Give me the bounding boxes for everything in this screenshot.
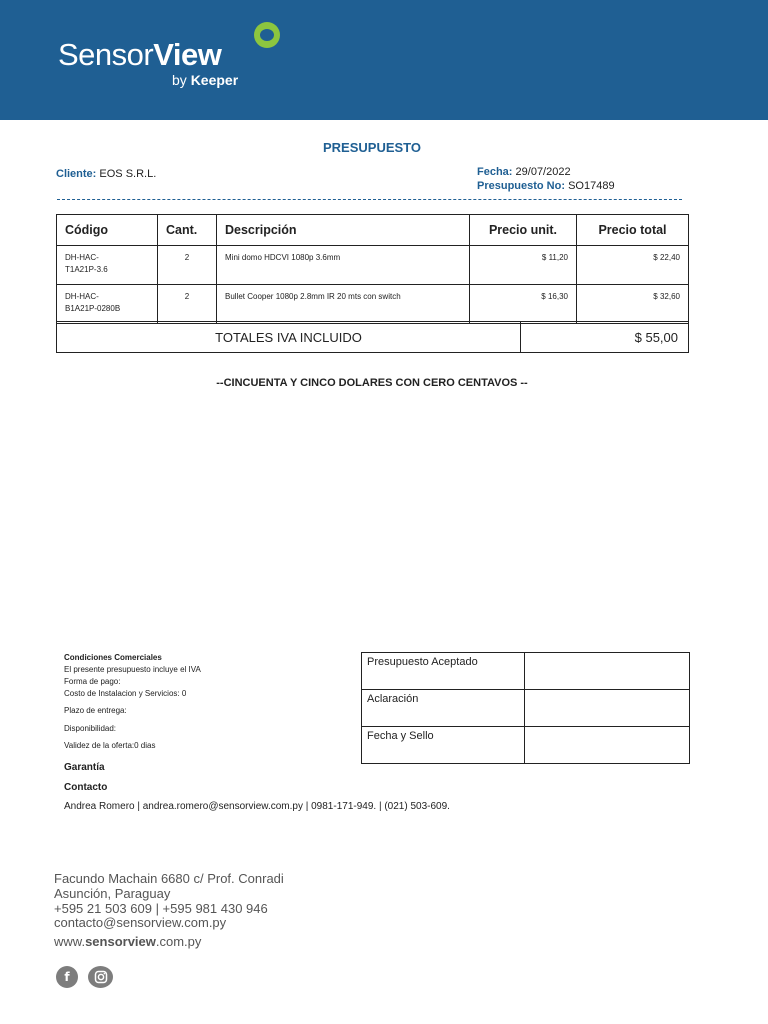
web-suffix: .com.py <box>155 934 202 949</box>
condition-line: El presente presupuesto incluye el IVA <box>64 665 201 674</box>
fecha-value: 29/07/2022 <box>515 166 571 178</box>
header-precio-unit: Precio unit. <box>470 215 577 246</box>
code-part-1: DH-HAC- <box>65 292 99 301</box>
sensorview-logo <box>58 37 239 88</box>
amount-in-words: --CINCUENTA Y CINCO DOLARES CON CERO CENTAVOS -- <box>216 377 528 389</box>
code-part-1: DH-HAC- <box>65 253 99 262</box>
acceptance-label: Aclaración <box>362 690 525 727</box>
acceptance-label: Presupuesto Aceptado <box>362 653 525 690</box>
contacto-heading: Contacto <box>64 782 108 793</box>
logo-mark-icon <box>254 22 280 48</box>
acceptance-blank-cell <box>525 727 690 764</box>
acceptance-blank-cell <box>525 653 690 690</box>
cliente-label: Cliente: <box>56 168 97 180</box>
header-precio-total: Precio total <box>577 215 689 246</box>
items-table <box>56 214 689 324</box>
header-codigo: Código <box>57 215 158 246</box>
footer-address-2: Asunción, Paraguay <box>54 886 171 901</box>
table-row <box>57 285 689 324</box>
cell-precio-total: $ 22,40 <box>577 246 689 285</box>
table-row <box>57 246 689 285</box>
instagram-icon[interactable] <box>88 966 113 988</box>
header-cant: Cant. <box>158 215 217 246</box>
cell-codigo <box>57 246 158 285</box>
condition-line: Forma de pago: <box>64 677 121 686</box>
instagram-glyph <box>94 970 108 984</box>
condition-line: Costo de Instalacion y Servicios: 0 <box>64 689 187 698</box>
cell-cant: 2 <box>158 246 217 285</box>
logo-text-sensor: Sensor <box>58 37 154 72</box>
header-banner <box>0 0 768 120</box>
cell-descripcion: Bullet Cooper 1080p 2.8mm IR 20 mts con switch <box>217 285 470 324</box>
condition-line: Plazo de entrega: <box>64 706 127 715</box>
footer-address-1: Facundo Machain 6680 c/ Prof. Conradi <box>54 871 284 886</box>
totals-box <box>56 321 689 353</box>
presupuesto-number-line <box>477 180 615 192</box>
logo-byline <box>172 72 238 88</box>
conditions-title: Condiciones Comerciales <box>64 653 162 662</box>
cell-precio-unit: $ 16,30 <box>470 285 577 324</box>
code-part-2: B1A21P-0280B <box>65 304 121 313</box>
cell-descripcion: Mini domo HDCVI 1080p 3.6mm <box>217 246 470 285</box>
acceptance-row <box>362 727 690 764</box>
cliente-value: EOS S.R.L. <box>99 168 157 180</box>
presupuesto-label: Presupuesto No: <box>477 180 566 192</box>
acceptance-row <box>362 690 690 727</box>
logo-text-view: View <box>153 37 222 72</box>
web-prefix: www. <box>54 934 86 949</box>
logo-by-prefix: by <box>172 72 187 88</box>
acceptance-table <box>361 652 690 764</box>
cliente-line <box>56 168 156 180</box>
footer-website <box>54 934 201 949</box>
cell-precio-unit: $ 11,20 <box>470 246 577 285</box>
cell-precio-total: $ 32,60 <box>577 285 689 324</box>
logo-by-keeper: Keeper <box>190 72 239 88</box>
web-bold: sensorview <box>85 934 156 949</box>
header-descripcion: Descripción <box>217 215 470 246</box>
totals-label: TOTALES IVA INCLUIDO <box>215 330 362 345</box>
presupuesto-value: SO17489 <box>568 180 615 192</box>
totals-divider <box>520 322 521 352</box>
items-header-row <box>57 215 689 246</box>
acceptance-blank-cell <box>525 690 690 727</box>
contact-line: Andrea Romero | andrea.romero@sensorview.com.py | 0981-171-949. | (021) 503-609. <box>64 801 450 812</box>
cell-codigo <box>57 285 158 324</box>
condition-line: Validez de la oferta:0 dias <box>64 741 156 750</box>
condition-line: Disponibilidad: <box>64 724 117 733</box>
footer-email: contacto@sensorview.com.py <box>54 915 227 930</box>
document-title: PRESUPUESTO <box>322 140 421 155</box>
code-part-2: T1A21P-3.6 <box>65 265 108 274</box>
fecha-label: Fecha: <box>477 166 513 178</box>
facebook-icon[interactable]: f <box>56 966 78 988</box>
garantia-heading: Garantía <box>64 762 105 773</box>
cell-cant: 2 <box>158 285 217 324</box>
fecha-line <box>477 166 571 178</box>
acceptance-row <box>362 653 690 690</box>
acceptance-label: Fecha y Sello <box>362 727 525 764</box>
footer-phones: +595 21 503 609 | +595 981 430 946 <box>54 901 268 916</box>
totals-value: $ 55,00 <box>634 330 678 345</box>
dashed-divider <box>57 199 682 200</box>
